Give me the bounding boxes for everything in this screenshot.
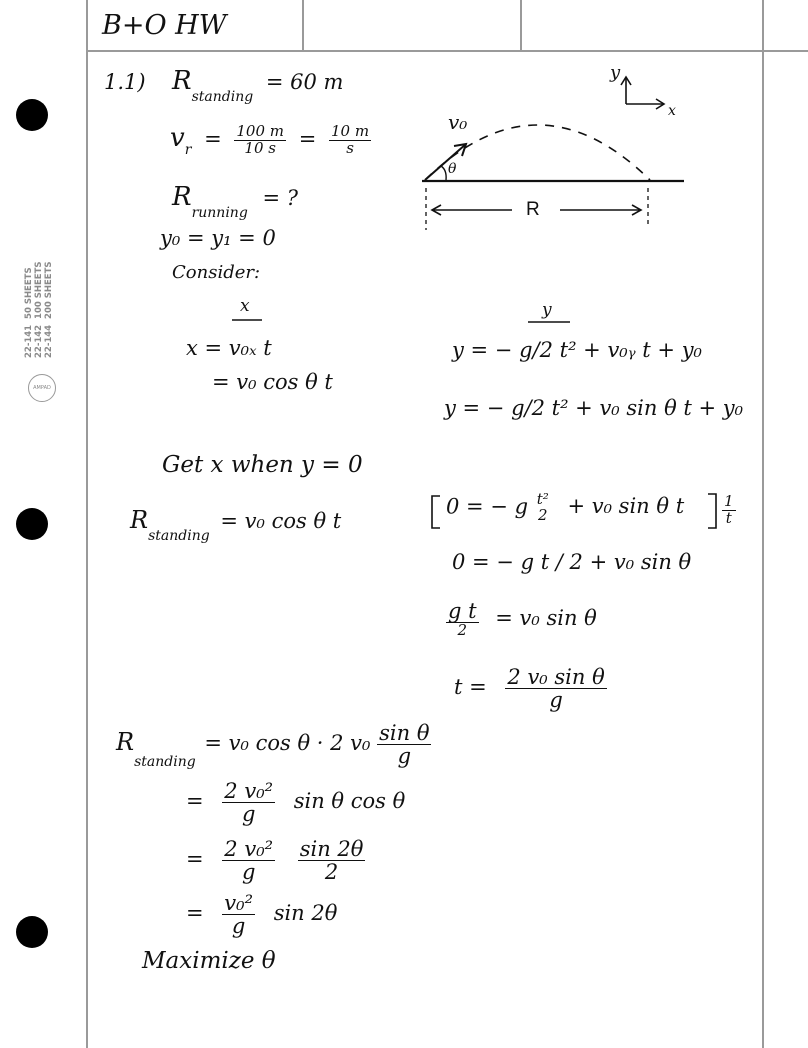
x-eq-line-2: = v₀ cos θ t xyxy=(212,370,333,394)
result-line-3: = $\frac{\text{2 v₀²}}{g}$ $\frac{\sin 2\theta}{2}$ xyxy=(186,837,364,885)
ampad-logo: AMPAD xyxy=(28,374,56,402)
y-eq-line-1: y = − g/2 t² + v₀ᵧ t + y₀ xyxy=(452,338,702,362)
solve-line-1-fraction: t² 2 xyxy=(536,490,549,524)
x-column-header: x xyxy=(240,296,250,316)
brand-code-1: 22-141 xyxy=(24,324,34,358)
v-r-fraction-1: $\frac{100 m}{10 s}$ xyxy=(236,122,285,157)
x-eq-line-1: x = v₀ₓ t xyxy=(186,336,272,360)
result-line-1: $R_{standing} = v_0$ cos θ · 2 v₀ $\frac{\text{sin θ}}{g}$ xyxy=(116,721,430,771)
r-running-unknown: $R_{running}$ = ? xyxy=(172,182,298,221)
r-standing-given: $R_{standing} = 60$ m xyxy=(172,66,344,105)
brand-sheets-1: 50 SHEETS xyxy=(24,267,34,319)
maximize-statement: Maximize θ xyxy=(142,948,276,974)
brand-code-3: 22-144 xyxy=(44,324,54,358)
page-title: B+O HW xyxy=(102,10,227,41)
brand-sheets-3: 200 SHEETS xyxy=(44,261,54,319)
v-r-fraction-2: $\frac{10 m}{s}$ xyxy=(331,122,370,157)
angle-arc xyxy=(441,166,446,180)
y-column-header: y xyxy=(542,300,552,320)
y-eq-line-2: y = − g/2 t² + v₀ sin θ t + y₀ xyxy=(444,396,744,420)
solve-line-2: 0 = − g t / 2 + v₀ sin θ xyxy=(452,550,692,574)
bracket-left xyxy=(432,496,440,528)
consider-label: Consider: xyxy=(172,262,261,283)
brand-sheets-2: 100 SHEETS xyxy=(34,261,44,319)
bracket-right xyxy=(708,494,716,528)
v-r-given: $v_r$ = $\frac{100 m}{10 s}$ = $\frac{10 m}{s}$ xyxy=(170,122,370,158)
r-standing-eq: $R_{standing} = v_0$ cos θ t xyxy=(130,506,342,544)
velocity-label: v₀ xyxy=(448,110,468,134)
axis-y-label: y xyxy=(610,62,621,83)
solve-factor: $\frac{1}{t}$ xyxy=(724,492,734,527)
initial-height-eq: y₀ = y₁ = 0 xyxy=(160,226,276,250)
angle-label: θ xyxy=(448,161,457,177)
problem-number: 1.1) xyxy=(104,70,146,94)
brand-code-2: 22-142 xyxy=(34,324,44,358)
result-line-2: = $\frac{\text{2 v₀²}}{g}$ sin θ cos θ xyxy=(186,779,406,827)
solve-line-1: 0 = − g t² 2 + v₀ sin θ t xyxy=(446,490,685,524)
get-x-statement: Get x when y = 0 xyxy=(162,452,363,478)
axis-x-label: x xyxy=(668,103,676,119)
solve-line-4: t = $\frac{\text{2 v₀ sin θ}}{g}$ xyxy=(454,665,605,713)
solve-line-3: $\frac{\text{g t}}{2}$ = v₀ sin θ xyxy=(448,599,597,640)
result-line-4: = $\frac{\text{v₀²}}{g}$ sin 2θ xyxy=(186,891,338,939)
range-label: R xyxy=(526,199,540,220)
